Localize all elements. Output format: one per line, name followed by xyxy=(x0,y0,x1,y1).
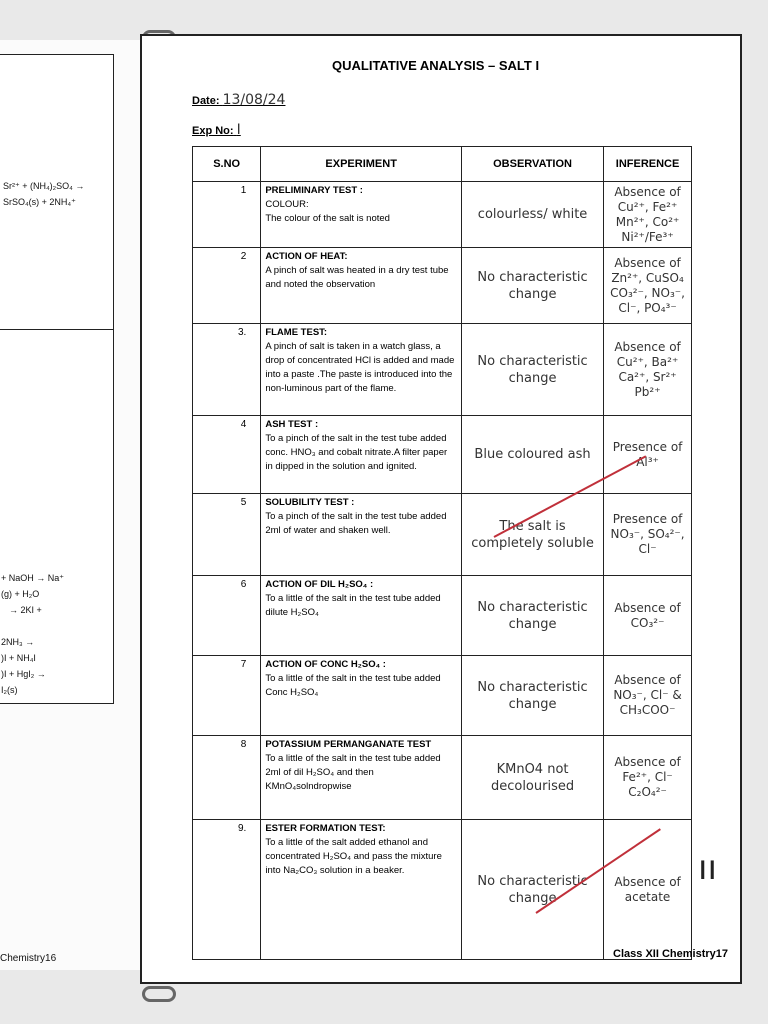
spiral-ring xyxy=(142,986,176,1002)
experiment-title: ESTER FORMATION TEST: xyxy=(265,823,386,834)
experiment-title: SOLUBILITY TEST : xyxy=(265,497,355,508)
row-experiment xyxy=(261,736,462,820)
left-equation: Sr²⁺ + (NH₄)₂SO₄ → xyxy=(3,181,85,191)
table-row xyxy=(193,324,692,416)
experiment-title: FLAME TEST: xyxy=(265,327,328,338)
exp-label: Exp No: xyxy=(192,125,234,137)
table-row xyxy=(193,182,692,248)
row-sno: 7 xyxy=(193,656,261,736)
header-experiment: EXPERIMENT xyxy=(261,147,462,182)
experiment-text: To a little of the salt in the test tube added dilute H₂SO₄ xyxy=(265,593,441,618)
row-inference: Absence of Zn²⁺, CuSO₄ CO₃²⁻, NO₃⁻, Cl⁻, PO₄³⁻ xyxy=(604,248,692,324)
row-experiment xyxy=(261,494,462,576)
analysis-table xyxy=(192,146,692,960)
row-experiment xyxy=(261,248,462,324)
row-observation: No characteristic change xyxy=(462,248,604,324)
row-experiment xyxy=(261,324,462,416)
row-inference: Absence of CO₃²⁻ xyxy=(604,576,692,656)
table-row xyxy=(193,494,692,576)
row-observation: No characteristic change xyxy=(462,324,604,416)
row-sno: 8 xyxy=(193,736,261,820)
table-header-row xyxy=(193,147,692,182)
date-value: 13/08/24 xyxy=(222,92,286,108)
row-observation: KMnO4 not decolourised xyxy=(462,736,604,820)
row-inference: Absence of NO₃⁻, Cl⁻ & CH₃COO⁻ xyxy=(604,656,692,736)
experiment-text: To a little of the salt in the test tube added Conc H₂SO₄ xyxy=(265,673,441,698)
experiment-title: PRELIMINARY TEST : xyxy=(265,185,363,196)
exp-row xyxy=(192,122,241,138)
table-row xyxy=(193,656,692,736)
row-observation: Blue coloured ash xyxy=(462,416,604,494)
left-page xyxy=(0,40,142,970)
table-row xyxy=(193,736,692,820)
left-equation: + NaOH → Na⁺ xyxy=(1,573,65,583)
row-experiment xyxy=(261,820,462,960)
table-row xyxy=(193,416,692,494)
row-experiment xyxy=(261,416,462,494)
left-equation: → 2KI + xyxy=(9,605,42,615)
row-experiment xyxy=(261,656,462,736)
experiment-title: POTASSIUM PERMANGANATE TEST xyxy=(265,739,432,750)
experiment-text: To a little of the salt added ethanol and concentrated H₂SO₄ and pass the mixture into Na₂CO₃ solution in a beaker. xyxy=(265,837,442,876)
header-sno: S.NO xyxy=(193,147,261,182)
row-experiment xyxy=(261,576,462,656)
experiment-text: To a pinch of the salt in the test tube added conc. HNO₃ and cobalt nitrate.A filter paper in dipped in the solution and ignited. xyxy=(265,433,448,472)
row-observation: colourless/ white xyxy=(462,182,604,248)
header-inference: INFERENCE xyxy=(604,147,692,182)
row-observation: No characteristic change xyxy=(462,576,604,656)
experiment-text: A pinch of salt was heated in a dry test tube and noted the observation xyxy=(265,265,449,290)
row-inference: Absence of Cu²⁺, Fe²⁺ Mn²⁺, Co²⁺ Ni²⁺/Fe³⁺ xyxy=(604,182,692,248)
row-sno: 1 xyxy=(193,182,261,248)
experiment-text: To a pinch of the salt in the test tube added 2ml of water and shaken well. xyxy=(265,511,447,536)
left-divider xyxy=(0,329,113,330)
left-answer-box xyxy=(0,54,114,704)
left-equation: )I + NH₄I xyxy=(1,653,36,663)
date-row xyxy=(192,92,285,108)
page-title: QUALITATIVE ANALYSIS – SALT I xyxy=(332,58,540,73)
row-sno: 6 xyxy=(193,576,261,656)
worksheet-page xyxy=(140,34,742,984)
exp-value: I xyxy=(236,122,241,138)
experiment-text: To a little of the salt in the test tube added 2ml of dil H₂SO₄ and then KMnO₄solndropwise xyxy=(265,753,441,792)
row-sno: 3. xyxy=(193,324,261,416)
experiment-title: ACTION OF DIL H₂SO₄ : xyxy=(265,579,374,590)
date-label: Date: xyxy=(192,95,220,107)
row-observation: No characteristic change xyxy=(462,656,604,736)
row-inference: Absence of Cu²⁺, Ba²⁺ Ca²⁺, Sr²⁺ Pb²⁺ xyxy=(604,324,692,416)
left-equation: I₂(s) xyxy=(1,685,18,695)
row-experiment xyxy=(261,182,462,248)
row-inference: Presence of NO₃⁻, SO₄²⁻, Cl⁻ xyxy=(604,494,692,576)
row-sno: 4 xyxy=(193,416,261,494)
page-footer: Class XII Chemistry17 xyxy=(613,948,728,960)
left-equation: (g) + H₂O xyxy=(1,589,40,599)
experiment-title: ACTION OF HEAT: xyxy=(265,251,348,262)
experiment-text: COLOUR: The colour of the salt is noted xyxy=(265,199,390,224)
table-row xyxy=(193,820,692,960)
row-observation: The salt is completely soluble xyxy=(462,494,604,576)
row-inference: Absence of acetate xyxy=(604,820,692,960)
handwritten-tick-mark: ıı xyxy=(698,848,717,888)
row-inference: Presence of Al³⁺ xyxy=(604,416,692,494)
left-page-footer: Chemistry16 xyxy=(0,953,57,964)
left-equation: )I + HgI₂ → xyxy=(1,669,46,679)
experiment-title: ASH TEST : xyxy=(265,419,319,430)
experiment-text: A pinch of salt is taken in a watch glass, a drop of concentrated HCl is added and made into a paste .The paste is introduced into the non-luminous part of the flame. xyxy=(265,341,455,394)
table-row xyxy=(193,576,692,656)
table-row xyxy=(193,248,692,324)
row-sno: 2 xyxy=(193,248,261,324)
row-observation: No characteristic change xyxy=(462,820,604,960)
row-sno: 9. xyxy=(193,820,261,960)
row-inference: Absence of Fe²⁺, Cl⁻ C₂O₄²⁻ xyxy=(604,736,692,820)
experiment-title: ACTION OF CONC H₂SO₄ : xyxy=(265,659,386,670)
left-equation: SrSO₄(s) + 2NH₄⁺ xyxy=(3,197,76,207)
row-sno: 5 xyxy=(193,494,261,576)
left-equation: 2NH₃ → xyxy=(1,637,35,647)
header-observation: OBSERVATION xyxy=(462,147,604,182)
